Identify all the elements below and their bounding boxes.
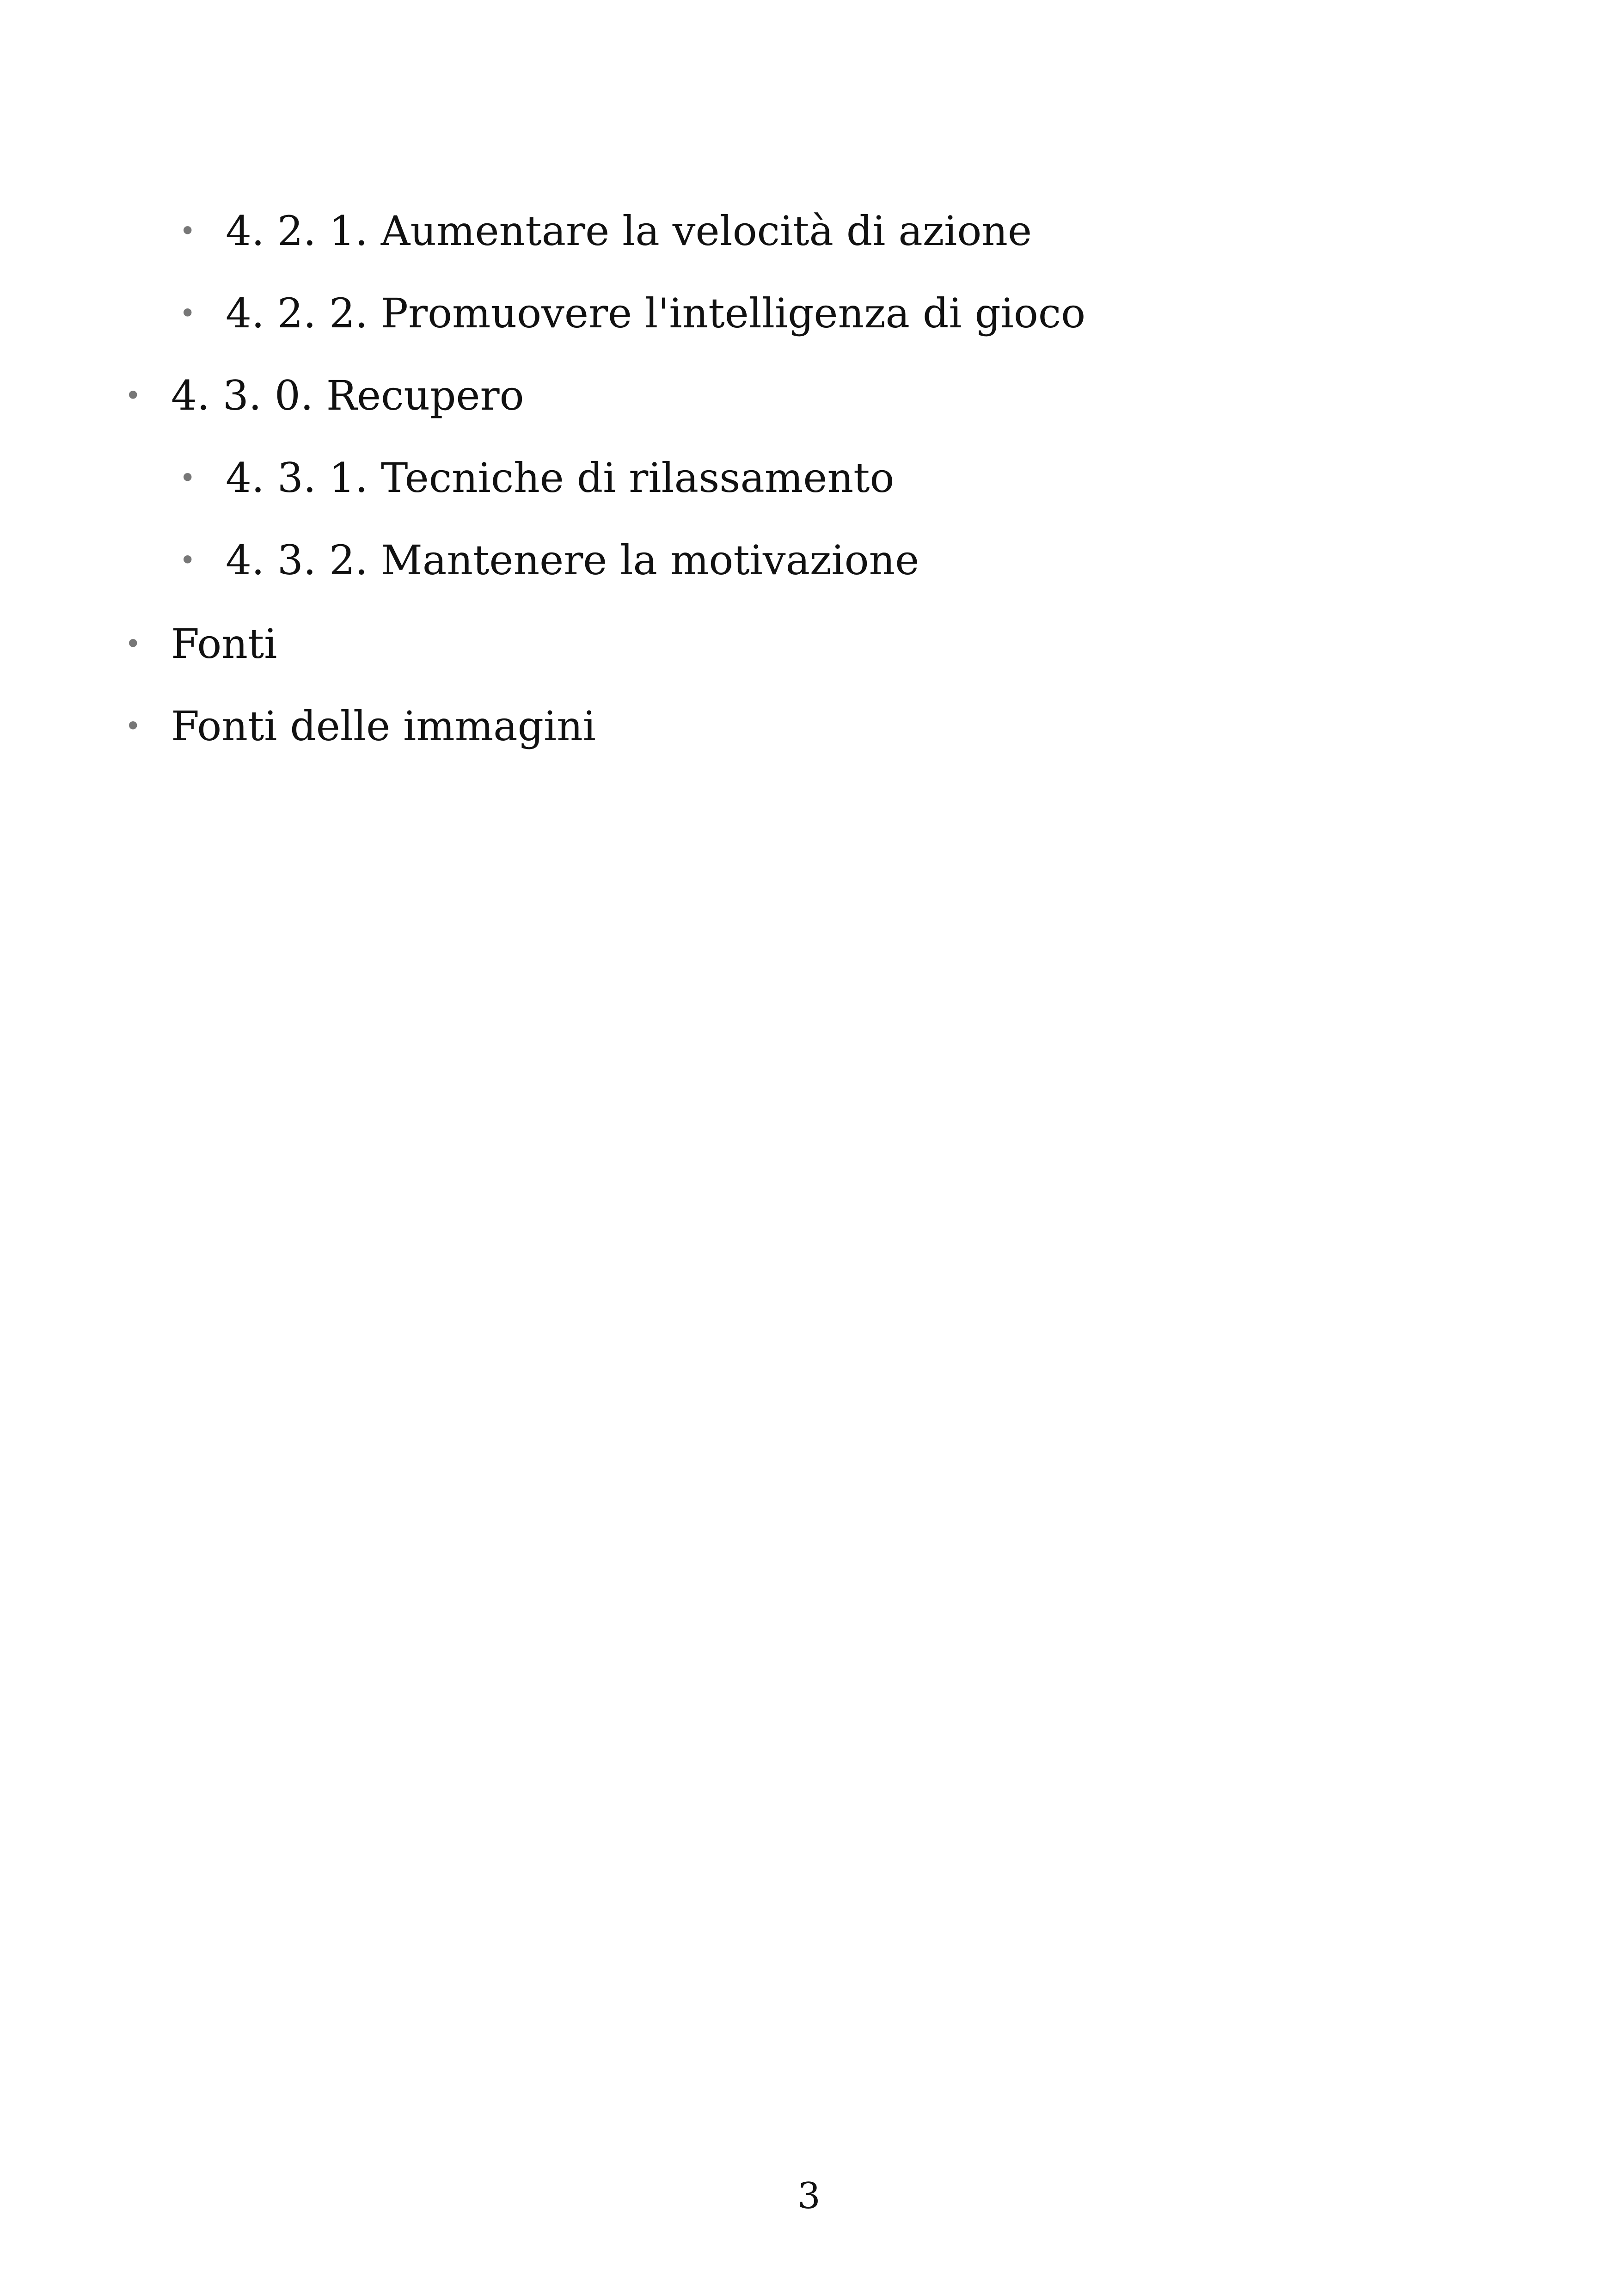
- toc-item[interactable]: [125, 609, 277, 679]
- bullet-icon: [179, 196, 226, 266]
- toc-item-label: 4. 3. 2. Mantenere la motivazione: [226, 536, 919, 584]
- toc-item[interactable]: [179, 279, 1085, 348]
- bullet-icon: [125, 609, 171, 679]
- toc-item-label: 4. 2. 2. Promuovere l'intelligenza di gioco: [226, 289, 1086, 337]
- toc-item[interactable]: [179, 443, 894, 513]
- bullet-icon: [125, 361, 171, 430]
- toc-item-label: Fonti: [171, 620, 277, 668]
- bullet-icon: [179, 526, 226, 595]
- toc-item-label: Fonti delle immagini: [171, 702, 596, 750]
- toc-item-label: 4. 3. 0. Recupero: [171, 372, 524, 419]
- bullet-icon: [179, 443, 226, 513]
- toc-item[interactable]: [125, 361, 524, 430]
- toc-item[interactable]: [125, 692, 596, 761]
- bullet-icon: [125, 692, 171, 761]
- bullet-icon: [179, 279, 226, 348]
- toc-item-label: 4. 2. 1. Aumentare la velocità di azione: [226, 207, 1032, 255]
- toc-item[interactable]: [179, 526, 919, 595]
- toc-item[interactable]: [179, 196, 1032, 266]
- page-number: 3: [797, 2175, 821, 2217]
- toc-item-label: 4. 3. 1. Tecniche di rilassamento: [226, 454, 895, 502]
